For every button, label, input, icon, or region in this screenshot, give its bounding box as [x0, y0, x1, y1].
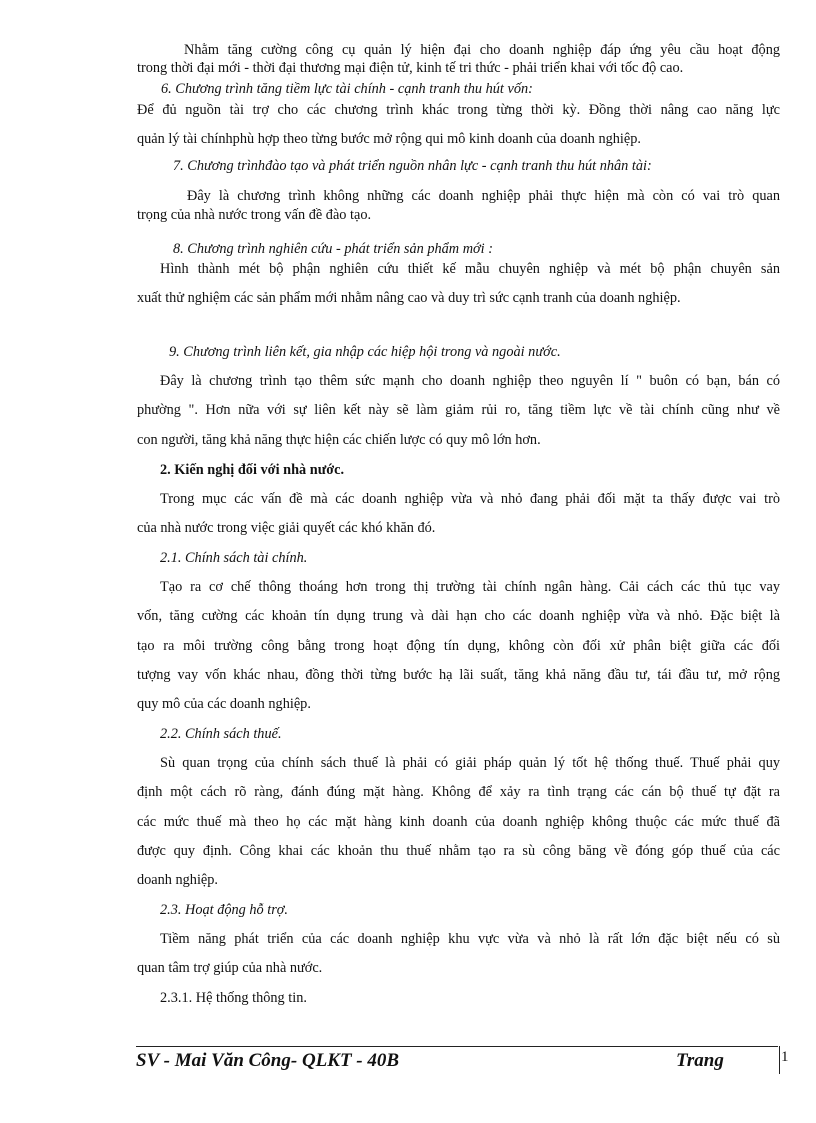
text-line: của nhà nước trong việc giải quyết các khó khăn đó.	[137, 520, 436, 537]
heading-program-6: 6. Chương trình tăng tiềm lực tài chính - cạnh tranh thu hút vốn:	[161, 81, 533, 97]
text-line: Đây là chương trình không những các doanh nghiệp phải thực hiện mà còn có vai trò quan	[187, 188, 780, 204]
text-line: trong thời đại mới - thời đại thương mại điện tử, kinh tế tri thức - phải triển khai với tốc độ cao.	[137, 60, 684, 76]
text-line: Tạo ra cơ chế thông thoáng hơn trong thị trường tài chính ngân hàng. Cải cách các thủ tục vay	[160, 579, 780, 595]
text-line: Hình thành mét bộ phận nghiên cứu thiết kế mẫu chuyên nghiệp và mét bộ phận chuyên sản	[160, 261, 780, 277]
paragraph-program-9	[137, 367, 780, 455]
paragraph-financial-policy	[137, 573, 780, 719]
footer-page-label: Trang	[676, 1050, 724, 1071]
text-line: các mức thuế mà theo họ các mặt hàng kinh doanh của doanh nghiệp không thuộc các mức thuế đã	[137, 813, 780, 830]
text-line: Đây là chương trình tạo thêm sức mạnh cho doanh nghiệp theo nguyên lí " buôn có bạn, bán có	[160, 373, 780, 389]
footer-divider	[136, 1046, 778, 1047]
paragraph-tax-policy	[137, 749, 780, 895]
section-heading-2-2: 2.2. Chính sách thuế.	[160, 726, 282, 742]
text-line: Để đủ nguồn tài trợ cho các chương trình khác trong từng thời kỳ. Đồng thời nâng cao năng lực	[137, 102, 780, 118]
section-heading-2: 2. Kiến nghị đối với nhà nước.	[160, 462, 345, 478]
page-number: 1	[781, 1049, 789, 1065]
text-line: trọng của nhà nước trong vấn đề đào tạo.	[137, 207, 372, 223]
heading-program-9: 9. Chương trình liên kết, gia nhập các hiệp hội trong và ngoài nước.	[169, 344, 561, 360]
text-line: Sù quan trọng của chính sách thuế là phải có giải pháp quản lý tốt hệ thống thuế. Thuế phải quy	[160, 755, 780, 771]
paragraph-program-6	[137, 96, 780, 155]
footer-author: SV - Mai Văn Công- QLKT - 40B	[136, 1050, 400, 1071]
paragraph-intro	[137, 41, 780, 77]
paragraph-program-8	[137, 255, 780, 314]
paragraph-program-7	[137, 187, 780, 225]
paragraph-section-2	[137, 485, 780, 544]
text-line: định một cách rõ ràng, đánh đúng mặt hàng. Không để xảy ra tình trạng các cán bộ thuế tự đặt ra	[137, 784, 780, 801]
text-line: xuất thử nghiệm các sản phẩm mới nhằm nâng cao và duy trì sức cạnh tranh của doanh nghiệp.	[137, 290, 681, 307]
text-line: vốn, tăng cường các khoản tín dụng trung và dài hạn cho các doanh nghiệp vừa và nhỏ. Đặc biệt là	[137, 608, 780, 625]
text-line: quy mô của các doanh nghiệp.	[137, 696, 311, 713]
section-heading-2-3-1: 2.3.1. Hệ thống thông tin.	[160, 990, 307, 1006]
text-line: Trong mục các vấn đề mà các doanh nghiệp vừa và nhỏ đang phải đối mặt ta thấy được vai trò	[160, 491, 780, 507]
text-line: được quy định. Công khai các khoản thu thuế nhằm tạo ra sù công băng về đóng góp thuế của các	[137, 842, 780, 859]
text-line: Nhằm tăng cường công cụ quản lý hiện đại cho doanh nghiệp đáp ứng yêu cầu hoạt động	[184, 42, 780, 58]
section-heading-2-3: 2.3. Hoạt động hỗ trợ.	[160, 902, 288, 918]
section-heading-2-1: 2.1. Chính sách tài chính.	[160, 550, 308, 566]
text-line: doanh nghiệp.	[137, 872, 218, 889]
text-line: tạo ra môi trường công bằng trong hoạt động tín dụng, không còn đối xử phân biệt giữa các đối	[137, 637, 780, 654]
text-line: quản lý tài chínhphù hợp theo từng bước mở rộng qui mô kinh doanh của doanh nghiệp.	[137, 131, 641, 148]
text-line: phường ". Hơn nữa với sự liên kết này sẽ làm giảm rủi ro, tăng tiềm lực về tài chính cũng như về	[137, 402, 780, 419]
text-line: con người, tăng khả năng thực hiện các chiến lược có quy mô lớn hơn.	[137, 431, 541, 448]
text-line: tượng vay vốn khác nhau, đồng thời từng bước hạ lãi suất, tăng khả năng đầu tư, tái đầu tư, mở rộng	[137, 666, 780, 683]
text-line: quan tâm trợ giúp của nhà nước.	[137, 960, 323, 977]
page-number-divider	[779, 1046, 780, 1074]
heading-program-7: 7. Chương trìnhđào tạo và phát triển nguồn nhân lực - cạnh tranh thu hút nhân tài:	[173, 158, 652, 174]
text-line: Tiềm năng phát triển của các doanh nghiệp khu vực vừa và nhỏ là rất lớn đặc biệt nếu có sù	[160, 931, 780, 947]
heading-program-8: 8. Chương trình nghiên cứu - phát triển sản phẩm mới :	[173, 241, 493, 257]
paragraph-support-activities	[137, 925, 780, 984]
